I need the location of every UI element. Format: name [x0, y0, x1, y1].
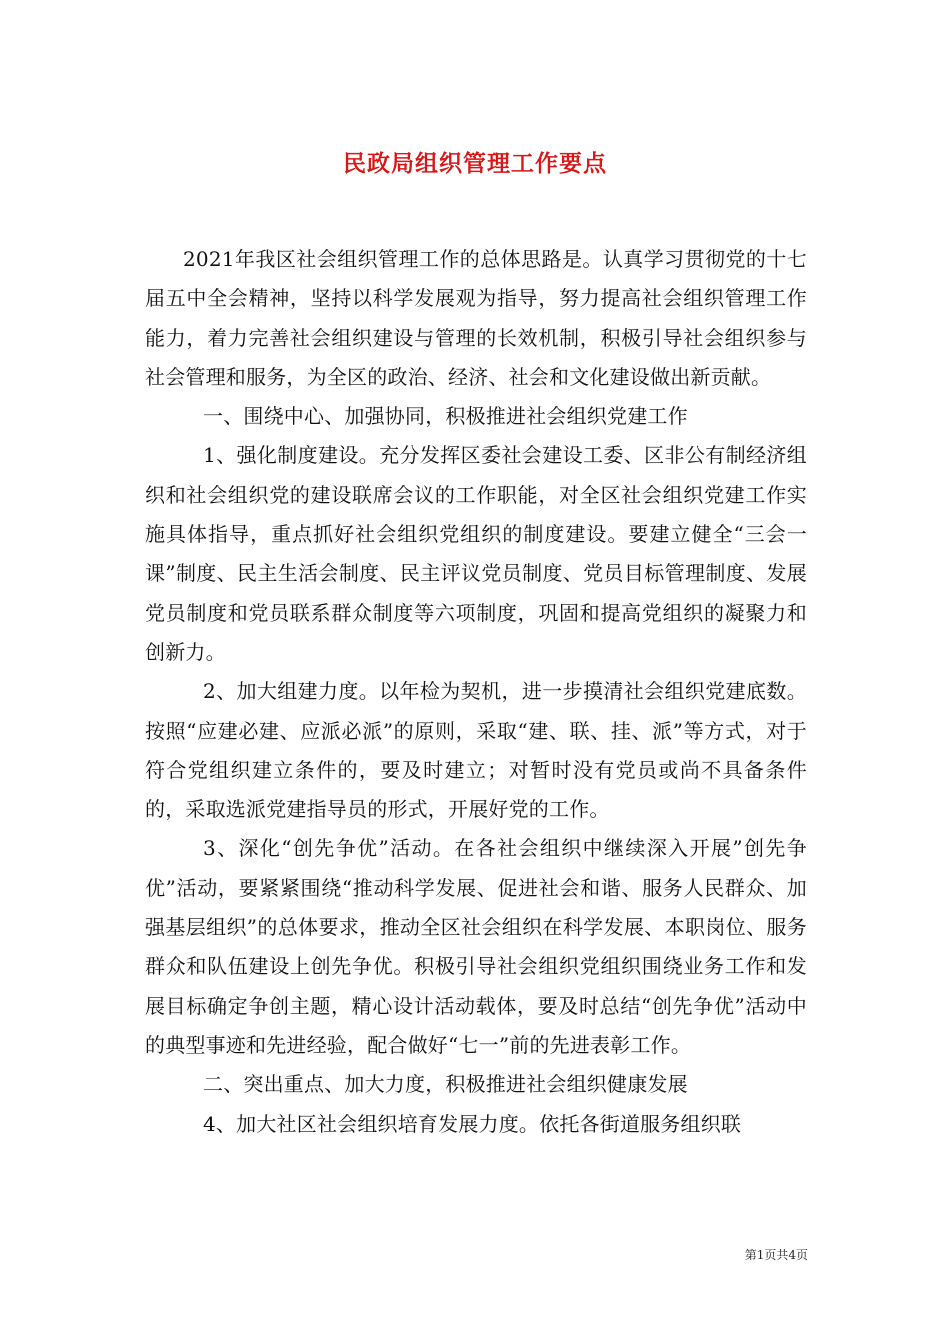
section-heading-1: 一、围绕中心、加强协同，积极推进社会组织党建工作 [203, 404, 688, 429]
page-number-footer [745, 1247, 808, 1263]
intro-paragraph: 2021年我区社会组织管理工作的总体思路是。认真学习贯彻党的十七届五中全会精神，坚持以科学发展观为指导，努力提高社会组织管理工作能力，着力完善社会组织建设与管理的长效机制，积极引导社会组织参与社会管理和服务，为全区的政治、经济、社会和文化建设做出新贡献。 [145, 247, 807, 389]
page-number-label: 第1页共4页 [744, 1248, 808, 1262]
item-paragraph-2: 2、加大组建力度。以年检为契机，进一步摸清社会组织党建底数。按照“应建必建、应派必派”的原则，采取“建、联、挂、派”等方式，对于符合党组织建立条件的，要及时建立；对暂时没有党员或尚不具备条件的，采取选派党建指导员的形式，开展好党的工作。 [145, 679, 807, 822]
item-paragraph-1: 1、强化制度建设。充分发挥区委社会建设工委、区非公有制经济组织和社会组织党的建设联席会议的工作职能，对全区社会组织党建工作实施具体指导，重点抓好社会组织党组织的制度建设。要建立健全“三会一课”制度、民主生活会制度、民主评议党员制度、党员目标管理制度、发展党员制度和党员联系群众制度等六项制度，巩固和提高党组织的凝聚力和创新力。 [145, 443, 807, 664]
item-paragraph-3: 3、深化“创先争优”活动。在各社会组织中继续深入开展”创先争优”活动，要紧紧围绕“推动科学发展、促进社会和谐、服务人民群众、加强基层组织”的总体要求，推动全区社会组织在科学发展、本职岗位、服务群众和队伍建设上创先争优。积极引导社会组织党组织围绕业务工作和发展目标确定争创主题，精心设计活动载体，要及时总结“创先争优”活动中的典型事迹和先进经验，配合做好“七一”前的先进表彰工作。 [145, 836, 807, 1057]
item-paragraph-4: 4、加大社区社会组织培育发展力度。依托各街道服务组织联 [203, 1111, 742, 1136]
section-heading-2: 二、突出重点、加大力度，积极推进社会组织健康发展 [203, 1072, 688, 1097]
document-body [145, 240, 807, 1144]
document-title: 民政局组织管理工作要点 [343, 150, 607, 178]
